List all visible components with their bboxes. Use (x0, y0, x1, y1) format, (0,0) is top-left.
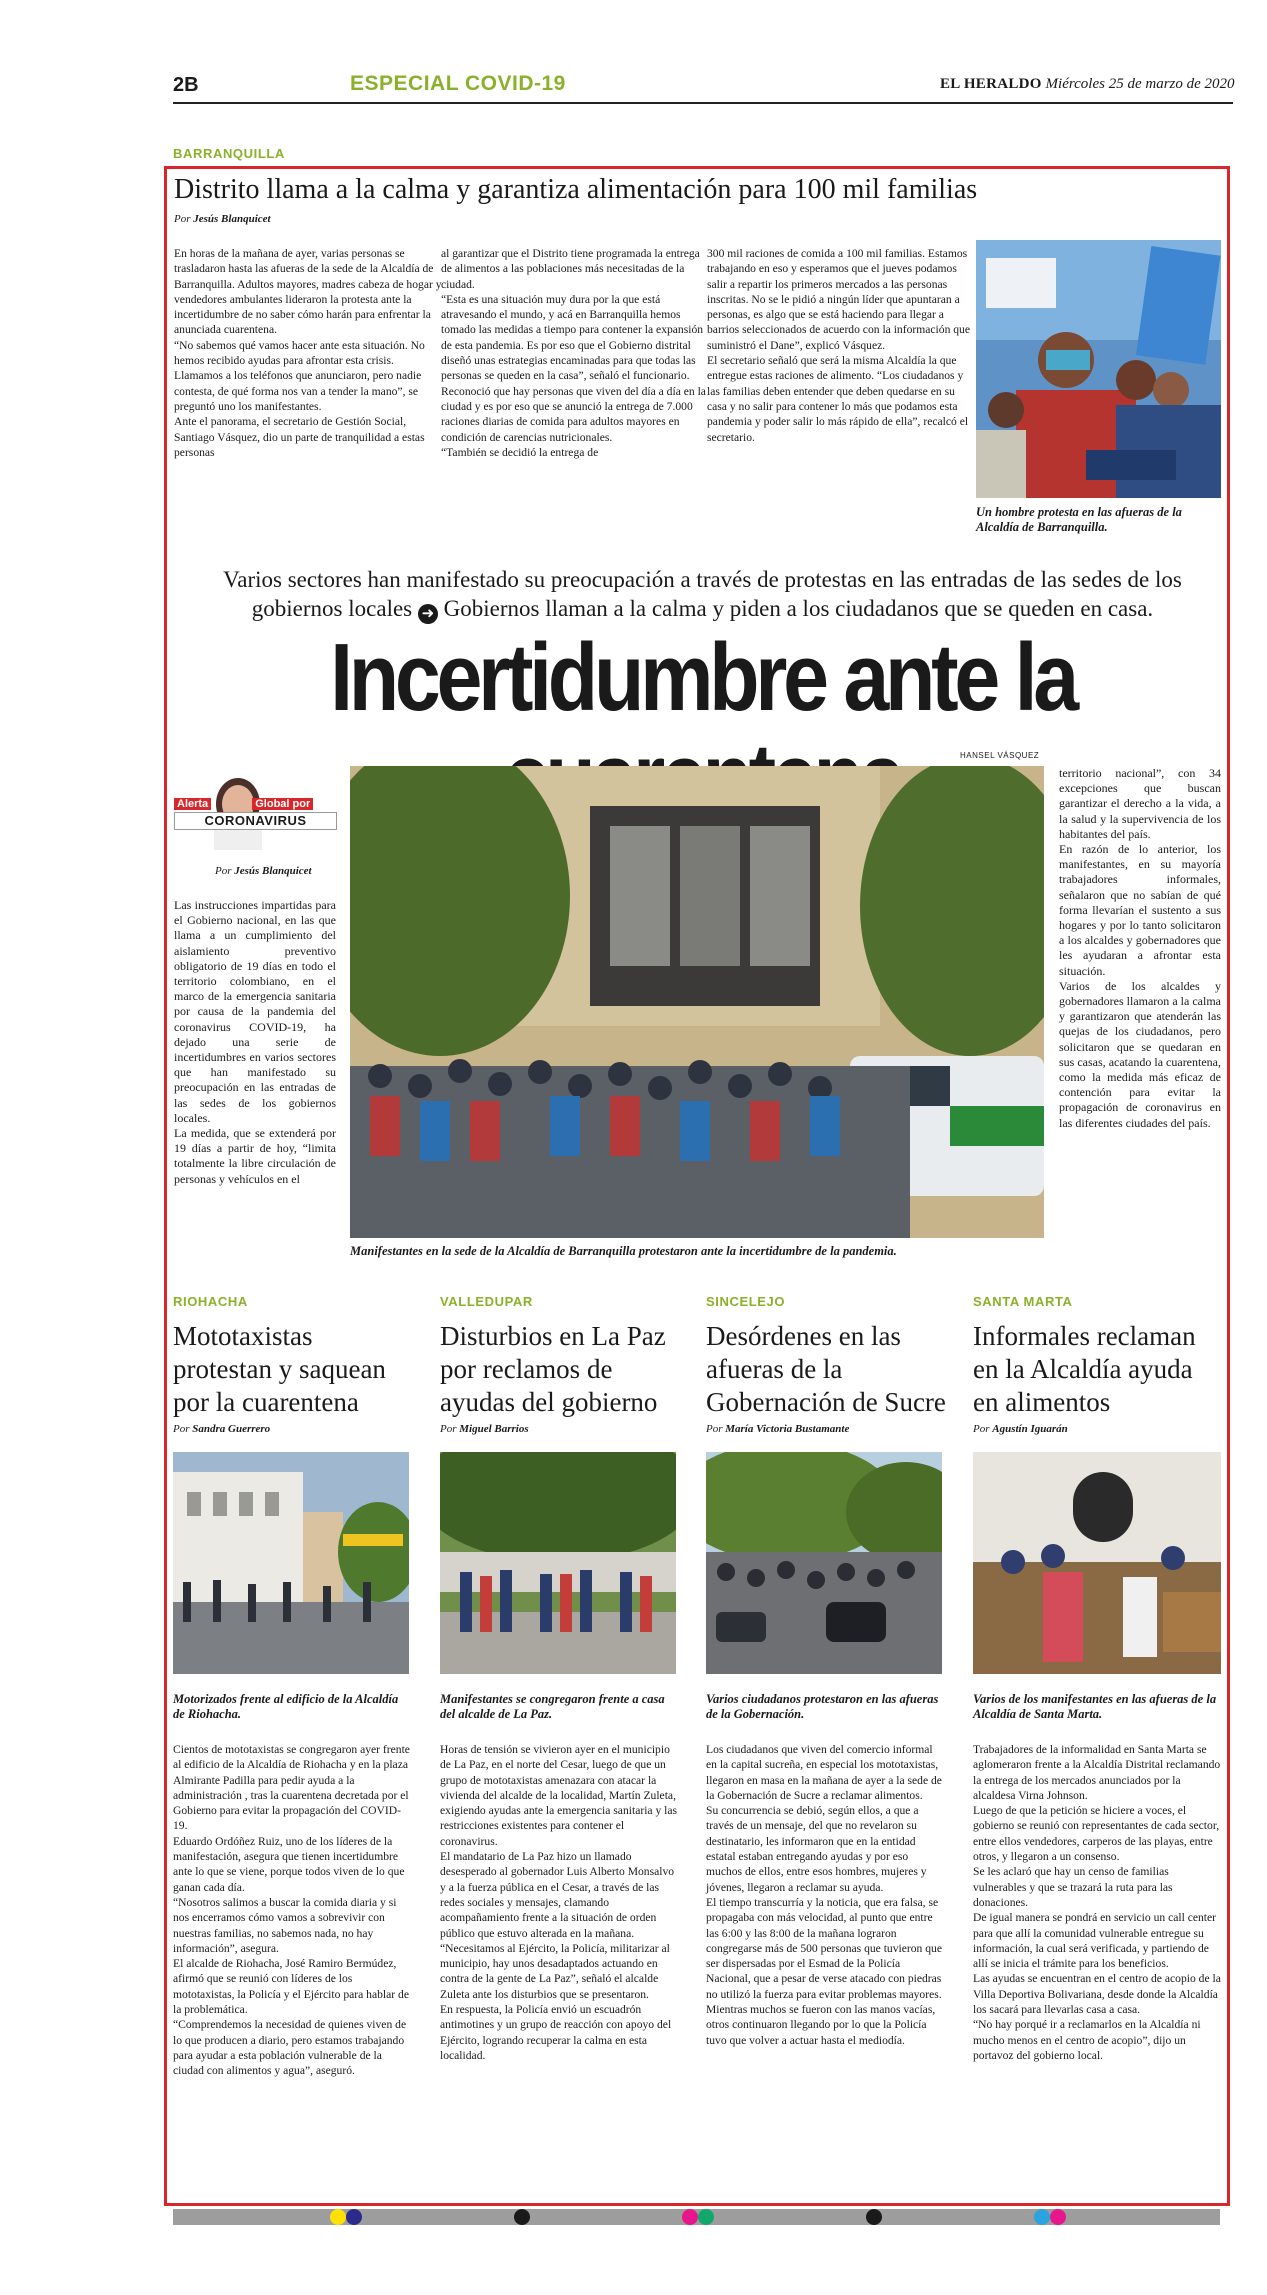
registration-dot-cyan (1034, 2209, 1050, 2225)
regional-byline-sincelejo (706, 1423, 849, 1435)
crowd-photo-alcaldia (350, 766, 1044, 1238)
photo-credit: HANSEL VÁSQUEZ (960, 751, 1040, 760)
photo-santa-marta (973, 1452, 1221, 1674)
top-story-byline (174, 213, 271, 225)
top-story-headline: Distrito llama a la calma y garantiza alimentación para 100 mil familias (174, 174, 978, 205)
regional-byline-santa-marta (973, 1423, 1068, 1435)
caption-sincelejo: Varios ciudadanos protestaron en las afueras de la Gobernación. (706, 1692, 939, 1721)
byline-prefix: Por (706, 1423, 723, 1435)
body-sincelejo: Los ciudadanos que viven del comercio informal en la capital sucreña, en especial los mototaxistas, llegaron en masa en la mañana de ayer a la sede de la Gobernación de Sucre a reclamar alimentos. Su concurrencia se debió, según ellos, a que a través de un mensaje, del que no revelaron su destinatario, les informaron que en la entidad estatal estaban entregando ayudas y por eso muchos de ellos, entre esos hombres, mujeres y jóvenes, llegaron a reclamar su ayuda. El tiempo transcurría y la noticia, que era falsa, se propagaba con más velocidad, al punto que entre las 6:00 y las 8:00 de la mañana lograron congregarse más de 500 personas que tuvieron que ser dispersadas por el Esmad de la Policía Nacional, que a pesar de verse atacado con piedras no utilizó la fuerza para evitar problemas mayores. Mientras muchos se fueron con las manos vacías, otros continuaron llegando por lo que la Policía tuvo que volver a actuar hasta el mediodía. (706, 1743, 942, 2047)
caption-la-paz: Manifestantes se congregaron frente a casa del alcalde de La Paz. (440, 1692, 665, 1721)
main-story-photo-caption: Manifestantes en la sede de la Alcaldía de Barranquilla protestaron ante la incertidumbre de la pandemia. (350, 1244, 897, 1258)
byline-prefix: Por (973, 1423, 990, 1435)
byline-author: Miguel Barrios (459, 1423, 529, 1435)
top-story-column-3: 300 mil raciones de comida a 100 mil familias. Estamos trabajando en eso y esperamos que el jueves podamos salir a repartir los primeros mercados a las personas inscritas. No se le pidió a ningún líder que apuntaran a personas, es algo que se está haciendo para llegar a barrios seleccionados de acuerdo con la información que suministró el Dane”, explicó Vásquez. El secretario señaló que será la misma Alcaldía la que entregue estas raciones de alimento. “Los ciudadanos y las familias deben entender que deben quedarse en su casa y no salir para contener lo más que podamos esta pandemia y poder salir lo más rápido de ella”, recalcó el secretario. (707, 247, 971, 444)
top-story-column-1: En horas de la mañana de ayer, varias personas se trasladaron hasta las afueras de la sede de la Alcaldía de Barranquilla. Adultos mayores, madres cabeza de hogar y vendedores ambulantes lideraron la protesta ante la incertidumbre de no saber cómo harán para enfrentar la anunciada cuarentena. “No sabemos qué vamos hacer ante esta situación. No hemos recibido ayudas para afrontar esta crisis. Llamamos a los teléfonos que anunciaron, pero nadie contesta, de qué forma nos van a tender la mano”, se preguntó uno los manifestantes. Ante el panorama, el secretario de Gestión Social, Santiago Vásquez, dio un parte de tranquilidad a estas personas (174, 247, 442, 459)
body-santa-marta: Trabajadores de la informalidad en Santa Marta se aglomeraron frente a la Alcaldía Distrital reclamando la entrega de los mercados anunciados por la alcaldesa Virna Johnson. Luego de que la petición se hiciere a voces, el gobierno se reunió con representantes de cada sector, entre ellos vendedores, carperos de las playas, entre otros, y llegaron a un consenso. Se les aclaró que hay un censo de familias vulnerables y que se trazará la ruta para las donaciones. De igual manera se pondrá en servicio un call center para que allí la comunidad vulnerable entregue su información, la cual será verificada, y partiendo de allí se inicia el trámite para los beneficios. Las ayudas se encuentran en el centro de acopio de la Villa Deportiva Bolivariana, desde donde la Alcaldía los sacará para llevarlas casa a casa. “No hay porqué ir a reclamarlos en la Alcaldía ni mucho menos en el centro de acopio”, dijo un portavoz del gobierno local. (973, 1743, 1221, 2062)
main-story-right-column: territorio nacional”, con 34 excepciones que buscan garantizar el derecho a la vida, a la salud y la supervivencia de los habitantes del país. En razón de lo anterior, los manifestantes, en su mayoría trabajadores informales, señalaron que no sabían de qué forma llevarían el sustento a sus hogares y por lo tanto solicitaron a los alcaldes y gobernadores que les ayudaran a afrontar esta situación. Varios de los alcaldes y gobernadores llamaron a la calma y garantizaron que atenderán las quejas de los ciudadanos, pero solicitaron que se quedaran en sus casas, acatando la cuarentena, como la medida más eficaz de contención para evitar la propagación de coronavirus en las diferentes ciudades del país. (1059, 766, 1221, 1130)
badge-line-1: Alerta (174, 798, 211, 810)
photo-riohacha (173, 1452, 409, 1674)
byline-author: Agustín Iguarán (992, 1423, 1068, 1435)
protest-photo-barranquilla (976, 240, 1221, 498)
columnist-portrait-icon (174, 770, 337, 850)
top-story-column-2: al garantizar que el Distrito tiene programada la entrega de alimentos a las poblaciones más necesitadas de la ciudad. “Esta es una situación muy dura por la que está atravesando el mundo, y acá en Barranquilla hemos tomado las medidas a tiempo para contener la expansión de esta pandemia. Es por eso que el Gobierno distrital diseñó unas estrategias encaminadas para que todas las personas se queden en la casa”, señaló el funcionario. Reconoció que hay personas que viven del día a día en la ciudad y es por eso que se anunció la entrega de 7.000 raciones diarias de comida para adultos mayores en condición de carencias nutricionales. “También se decidió la entrega de (441, 247, 706, 459)
badge-top-row (174, 798, 337, 810)
byline-prefix: Por (174, 213, 191, 225)
newspaper-header (940, 76, 1235, 93)
deck-text-2: Gobiernos llaman a la calma y piden a los ciudadanos que se queden en casa. (443, 596, 1154, 621)
body-la-paz: Horas de tensión se vivieron ayer en el municipio de La Paz, en el norte del Cesar, luego de que un grupo de mototaxistas amenazara con atacar la vivienda del alcalde de la localidad, Martín Zuleta, exigiendo ayudas ante la emergencia sanitaria y las restricciones existentes para contener el coronavirus. El mandatario de La Paz hizo un llamado desesperado al gobernador Luis Alberto Monsalvo y a la fuerza pública en el Cesar, a través de las redes sociales y mensajes, clamando acompañamiento frente a la situación de orden público que estuvo alterada en la mañana. “Necesitamos al Ejército, la Policía, militarizar al municipio, hay unos desadaptados actuando en contra de la gente de La Paz”, señaló el alcalde Zuleta ante los disturbios que se presentaron. En respuesta, la Policía envió un escuadrón antimotines y un grupo de reacción con apoyo del Ejército, logrando recuperar la calma en esta localidad. (440, 1743, 678, 2062)
byline-author: Jesús Blanquicet (193, 213, 271, 225)
main-story-left-column: Las instrucciones impartidas para el Gobierno nacional, en las que llama a un cumplimiento del aislamiento preventivo obligatorio de 19 días en todo el territorio colombiano, en el marco de la emergencia sanitaria por causa de la pandemia del coronavirus COVID-19, ha dejado una serie de incertidumbres en varios sectores que han manifestado su preocupación en las entradas de las sedes de los gobiernos locales. La medida, que se extenderá por 19 días a partir de hoy, “limita totalmente la libre circulación de personas y vehículos en el (174, 898, 336, 1186)
top-story-photo-caption: Un hombre protesta en las afueras de la Alcaldía de Barranquilla. (976, 505, 1182, 534)
page-number: 2B (173, 74, 199, 96)
main-story-byline (215, 865, 312, 877)
main-headline: Incertidumbre ante la (330, 624, 1075, 731)
regional-kicker-santa-marta: SANTA MARTA (973, 1294, 1073, 1309)
caption-santa-marta: Varios de los manifestantes en las afueras de la Alcaldía de Santa Marta. (973, 1692, 1217, 1721)
photo-sincelejo (706, 1452, 942, 1674)
photo-la-paz (440, 1452, 676, 1674)
badge-line-2: Global por (252, 798, 313, 810)
registration-dot-black (514, 2209, 530, 2225)
regional-headline-valledupar: Disturbios en La Paz por reclamos de ayudas del gobierno (440, 1321, 666, 1417)
masthead-rule (173, 102, 1233, 104)
regional-headline-santa-marta: Informales reclaman en la Alcaldía ayuda en alimentos (973, 1321, 1196, 1417)
coronavirus-badge (174, 770, 337, 850)
registration-dot-blue (346, 2209, 362, 2225)
registration-dot-yellow (330, 2209, 346, 2225)
byline-prefix: Por (215, 865, 232, 877)
byline-author: Sandra Guerrero (192, 1423, 271, 1435)
regional-headline-riohacha: Mototaxistas protestan y saquean por la cuarentena (173, 1321, 386, 1417)
badge-line-3: CORONAVIRUS (174, 812, 337, 830)
registration-dot-green (698, 2209, 714, 2225)
top-story-kicker: BARRANQUILLA (173, 146, 285, 161)
byline-prefix: Por (440, 1423, 457, 1435)
newspaper-name: EL HERALDO (940, 76, 1042, 92)
caption-riohacha: Motorizados frente al edificio de la Alcaldía de Riohacha. (173, 1692, 399, 1721)
regional-kicker-valledupar: VALLEDUPAR (440, 1294, 533, 1309)
regional-headline-sincelejo: Desórdenes en las afueras de la Gobernación de Sucre (706, 1321, 946, 1417)
deck-text-1: Varios sectores han manifestado su preocupación a través de protestas en las entradas de las sedes de los gobiernos locales (223, 567, 1182, 621)
body-riohacha: Cientos de mototaxistas se congregaron ayer frente al edificio de la Alcaldía de Riohacha y en la plaza Almirante Padilla para pedir ayuda a la administración , tras la cuarentena decretada por el Gobierno para evitar la propagación del COVID-19. Eduardo Ordóñez Ruiz, uno de los líderes de la manifestación, asegura que tienen incertidumbre ante lo que se viene, porque todos viven de lo que ganan cada día. “Nosotros salimos a buscar la comida diaria y si nos encerramos cómo vamos a sobrevivir con nuestras familias, no sabemos nada, no hay información”, asegura. El alcalde de Riohacha, José Ramiro Bermúdez, afirmó que se reunió con líderes de los mototaxistas, la Policía y el Ejército para hablar de la problemática. “Comprendemos la necesidad de quienes viven de lo que producen a diario, pero estamos trabajando para ayudar a esta población vulnerable de la ciudad con alimentos y agua”, aseguró. (173, 1743, 410, 2078)
regional-byline-riohacha (173, 1423, 270, 1435)
main-story-deck (175, 565, 1230, 624)
regional-kicker-sincelejo: SINCELEJO (706, 1294, 786, 1309)
registration-dot-magenta (682, 2209, 698, 2225)
byline-author: Jesús Blanquicet (234, 865, 312, 877)
regional-byline-valledupar (440, 1423, 529, 1435)
registration-dot-black-2 (866, 2209, 882, 2225)
issue-date: Miércoles 25 de marzo de 2020 (1045, 76, 1235, 92)
registration-dot-magenta-2 (1050, 2209, 1066, 2225)
regional-kicker-riohacha: RIOHACHA (173, 1294, 248, 1309)
byline-author: María Victoria Bustamante (725, 1423, 850, 1435)
section-title: ESPECIAL COVID-19 (350, 72, 566, 95)
byline-prefix: Por (173, 1423, 190, 1435)
arrow-circle-icon: ➜ (418, 604, 438, 624)
